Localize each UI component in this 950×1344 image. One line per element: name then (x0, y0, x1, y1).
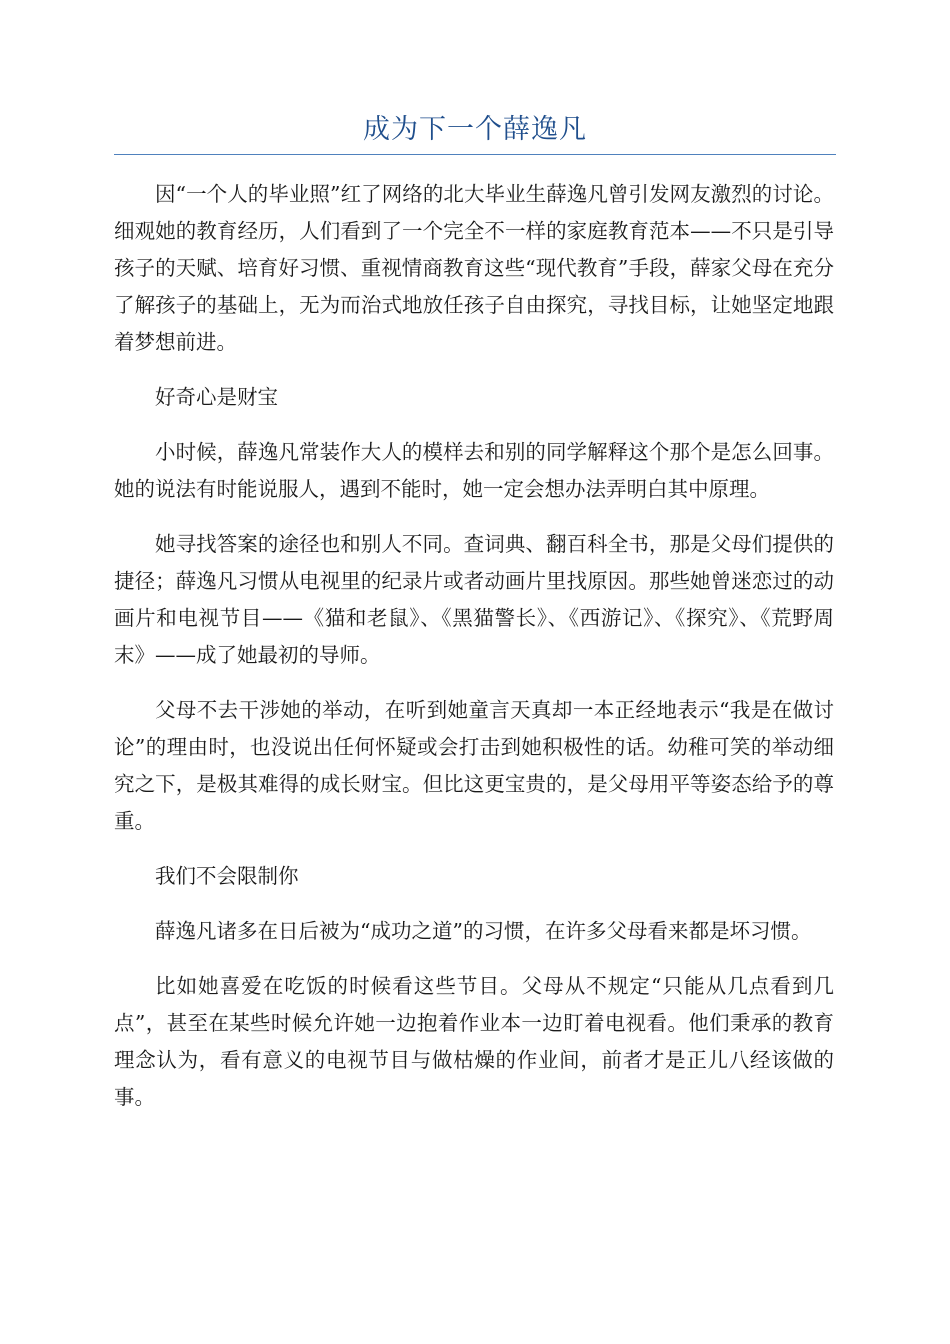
paragraph-intro: 因“一个人的毕业照”红了网络的北大毕业生薛逸凡曾引发网友激烈的讨论。细观她的教育经历，人们看到了一个完全不一样的家庭教育范本——不只是引导孩子的天赋、培育好习惯、重视情商教育这些“现代教育”手段，薛家父母在充分了解孩子的基础上，无为而治式地放任孩子自由探究，寻找目标，让她坚定地跟着梦想前进。 (114, 182, 834, 354)
section-heading-curiosity: 好奇心是财宝 (155, 385, 278, 409)
document-body (114, 176, 834, 1134)
page-title: 成为下一个薛逸凡 (363, 114, 587, 145)
paragraph-habits: 薛逸凡诸多在日后被为“成功之道”的习惯，在许多父母看来都是坏习惯。 (155, 919, 812, 943)
paragraph-childhood: 小时候，薛逸凡常装作大人的模样去和别的同学解释这个那个是怎么回事。她的说法有时能说服人，遇到不能时，她一定会想办法弄明白其中原理。 (114, 440, 834, 501)
section-heading-no-limits: 我们不会限制你 (155, 864, 299, 888)
title-block (114, 108, 836, 155)
paragraph-parents-respect: 父母不去干涉她的举动，在听到她童言天真却一本正经地表示“我是在做讨论”的理由时，也没说出任何怀疑或会打击到她积极性的话。幼稚可笑的举动细究之下，是极其难得的成长财宝。但比这更宝贵的，是父母用平等姿态给予的尊重。 (114, 698, 834, 833)
paragraph-tv-watching: 比如她喜爱在吃饭的时候看这些节目。父母从不规定“只能从几点看到几点”，甚至在某些时候允许她一边抱着作业本一边盯着电视看。他们秉承的教育理念认为，看有意义的电视节目与做枯燥的作业间，前者才是正儿八经该做的事。 (114, 974, 834, 1109)
title-underline (114, 154, 836, 155)
paragraph-finding-answers: 她寻找答案的途径也和别人不同。查词典、翻百科全书，那是父母们提供的捷径；薛逸凡习惯从电视里的纪录片或者动画片里找原因。那些她曾迷恋过的动画片和电视节目——《猫和老鼠》、《黑猫警长》、《西游记》、《探究》、《荒野周末》——成了她最初的导师。 (114, 532, 834, 667)
